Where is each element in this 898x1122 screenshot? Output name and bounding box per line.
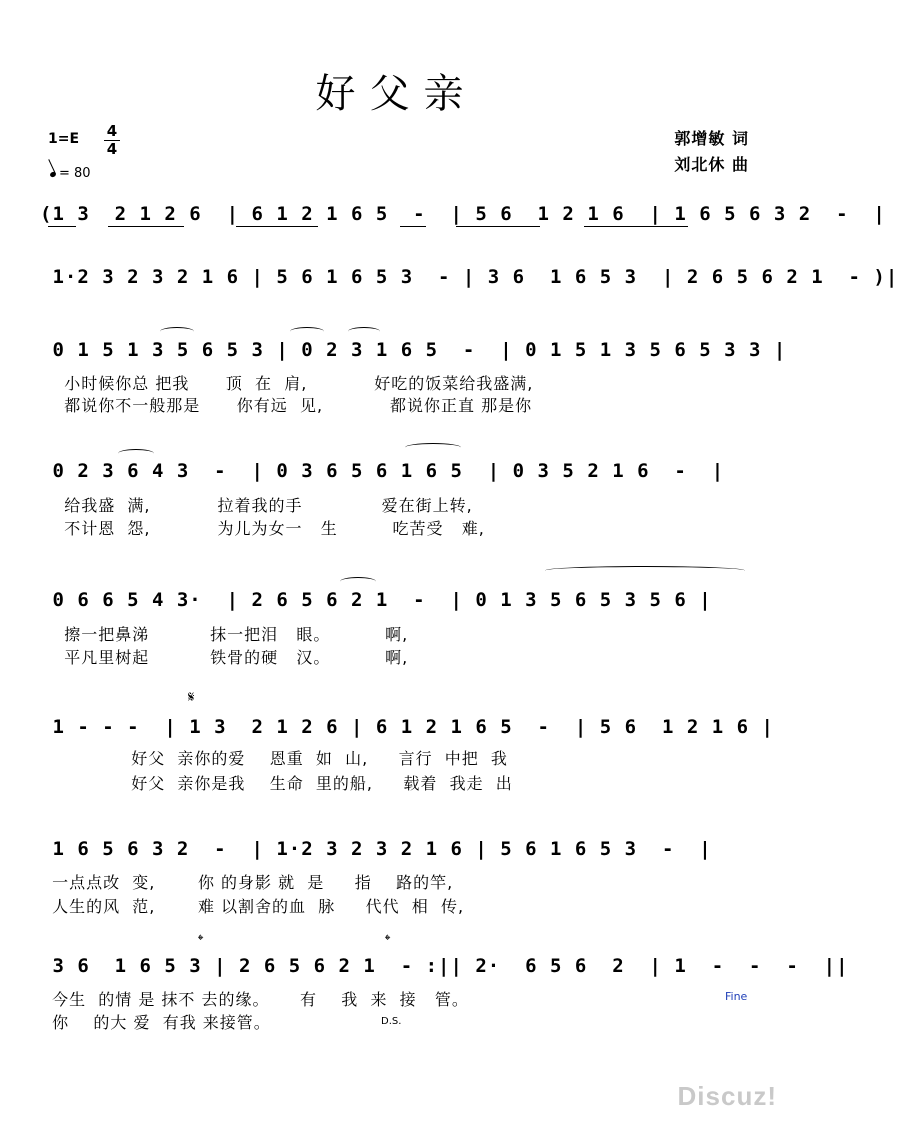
lyric-verse2-line4: 不计恩 怨, 为儿为女一 生 吃苦受 难, bbox=[46, 519, 485, 538]
music-system-1: (1 3 2 1 2 6 | 6 1 2 1 6 5 - | 5 6 1 2 1 6 | 1 6 5 6 3 2 - | bbox=[40, 203, 886, 225]
lyric-verse1-line7: 一点点改 变, 你 的身影 就 是 指 路的竿, bbox=[46, 873, 454, 892]
music-system-6: 1 - - - | 1 3 2 1 2 6 | 6 1 2 1 6 5 - | 5 6 1 2 1 6 | bbox=[40, 716, 774, 738]
slur bbox=[290, 327, 324, 336]
time-signature bbox=[104, 124, 120, 157]
lyric-verse2-line5: 平凡里树起 铁骨的硬 汉。 啊, bbox=[46, 648, 409, 667]
fine-marking: Fine bbox=[725, 990, 748, 1003]
beam-underline bbox=[108, 226, 184, 227]
time-signature-bottom: 4 bbox=[106, 140, 118, 158]
slur bbox=[340, 577, 376, 586]
slur bbox=[118, 449, 154, 458]
slur bbox=[545, 566, 745, 575]
watermark: Discuz! bbox=[677, 1081, 777, 1111]
slur bbox=[160, 327, 194, 336]
segno-sign: 𝄋 bbox=[188, 688, 195, 706]
beam-underline bbox=[400, 226, 426, 227]
lyric-verse2-line7: 人生的风 范, 难 以割舍的血 脉 代代 相 传, bbox=[46, 897, 465, 916]
music-system-3: 0 1 5 1 3 5 6 5 3 | 0 2 3 1 6 5 - | 0 1 5 1 3 5 6 5 3 3 | bbox=[40, 339, 787, 361]
slur bbox=[405, 443, 461, 452]
music-system-7: 1 6 5 6 3 2 - | 1·2 3 2 3 2 1 6 | 5 6 1 6 5 3 - | bbox=[40, 838, 712, 860]
music-system-8: 3 6 1 6 5 3 | 2 6 5 6 2 1 - :|| 2· 6 5 6 2 | 1 - - - || bbox=[40, 955, 849, 977]
lyric-verse1-line8: 今生 的情 是 抹不 去的缘。 有 我 来 接 管。 bbox=[46, 990, 469, 1009]
music-system-2: 1·2 3 2 3 2 1 6 | 5 6 1 6 5 3 - | 3 6 1 6 5 3 | 2 6 5 6 2 1 - )| bbox=[40, 266, 898, 288]
beam-underline bbox=[236, 226, 318, 227]
beam-underline bbox=[456, 226, 540, 227]
beam-underline bbox=[584, 226, 688, 227]
time-signature-top: 4 bbox=[106, 122, 118, 140]
tempo-marking bbox=[50, 166, 91, 181]
lyric-verse1-line3: 小时候你总 把我 顶 在 肩, 好吃的饭菜给我盛满, bbox=[46, 374, 534, 393]
lyric-verse2-line6: 好父 亲你是我 生命 里的船, 载着 我走 出 bbox=[46, 774, 513, 793]
music-system-4: 0 2 3 6 4 3 - | 0 3 6 5 6 1 6 5 | 0 3 5 2 1 6 - | bbox=[40, 460, 725, 482]
coda-sign-2: 𝄌 bbox=[385, 931, 391, 949]
lyric-verse1-line4: 给我盛 满, 拉着我的手 爱在街上转, bbox=[46, 496, 473, 515]
slur bbox=[348, 327, 380, 336]
composer-credit: 刘北休 曲 bbox=[674, 155, 749, 174]
song-title: 好父亲 bbox=[315, 71, 478, 117]
lyric-verse2-line8: 你 的大 爱 有我 来接管。 bbox=[46, 1013, 271, 1032]
coda-sign-1: 𝄌 bbox=[198, 931, 204, 949]
ds-marking: D.S. bbox=[381, 1016, 402, 1027]
key-signature: 1=E bbox=[48, 131, 80, 147]
beam-underline bbox=[48, 226, 76, 227]
quarter-note-icon bbox=[49, 171, 57, 178]
lyric-verse1-line6: 好父 亲你的爱 恩重 如 山, 言行 中把 我 bbox=[46, 749, 508, 768]
tempo-value: = 80 bbox=[59, 166, 91, 181]
lyric-verse1-line5: 擦一把鼻涕 抹一把泪 眼。 啊, bbox=[46, 625, 409, 644]
music-system-5: 0 6 6 5 4 3· | 2 6 5 6 2 1 - | 0 1 3 5 6 5 3 5 6 | bbox=[40, 589, 712, 611]
lyric-verse2-line3: 都说你不一般那是 你有远 见, 都说你正直 那是你 bbox=[46, 396, 533, 415]
lyricist-credit: 郭增敏 词 bbox=[674, 129, 749, 148]
